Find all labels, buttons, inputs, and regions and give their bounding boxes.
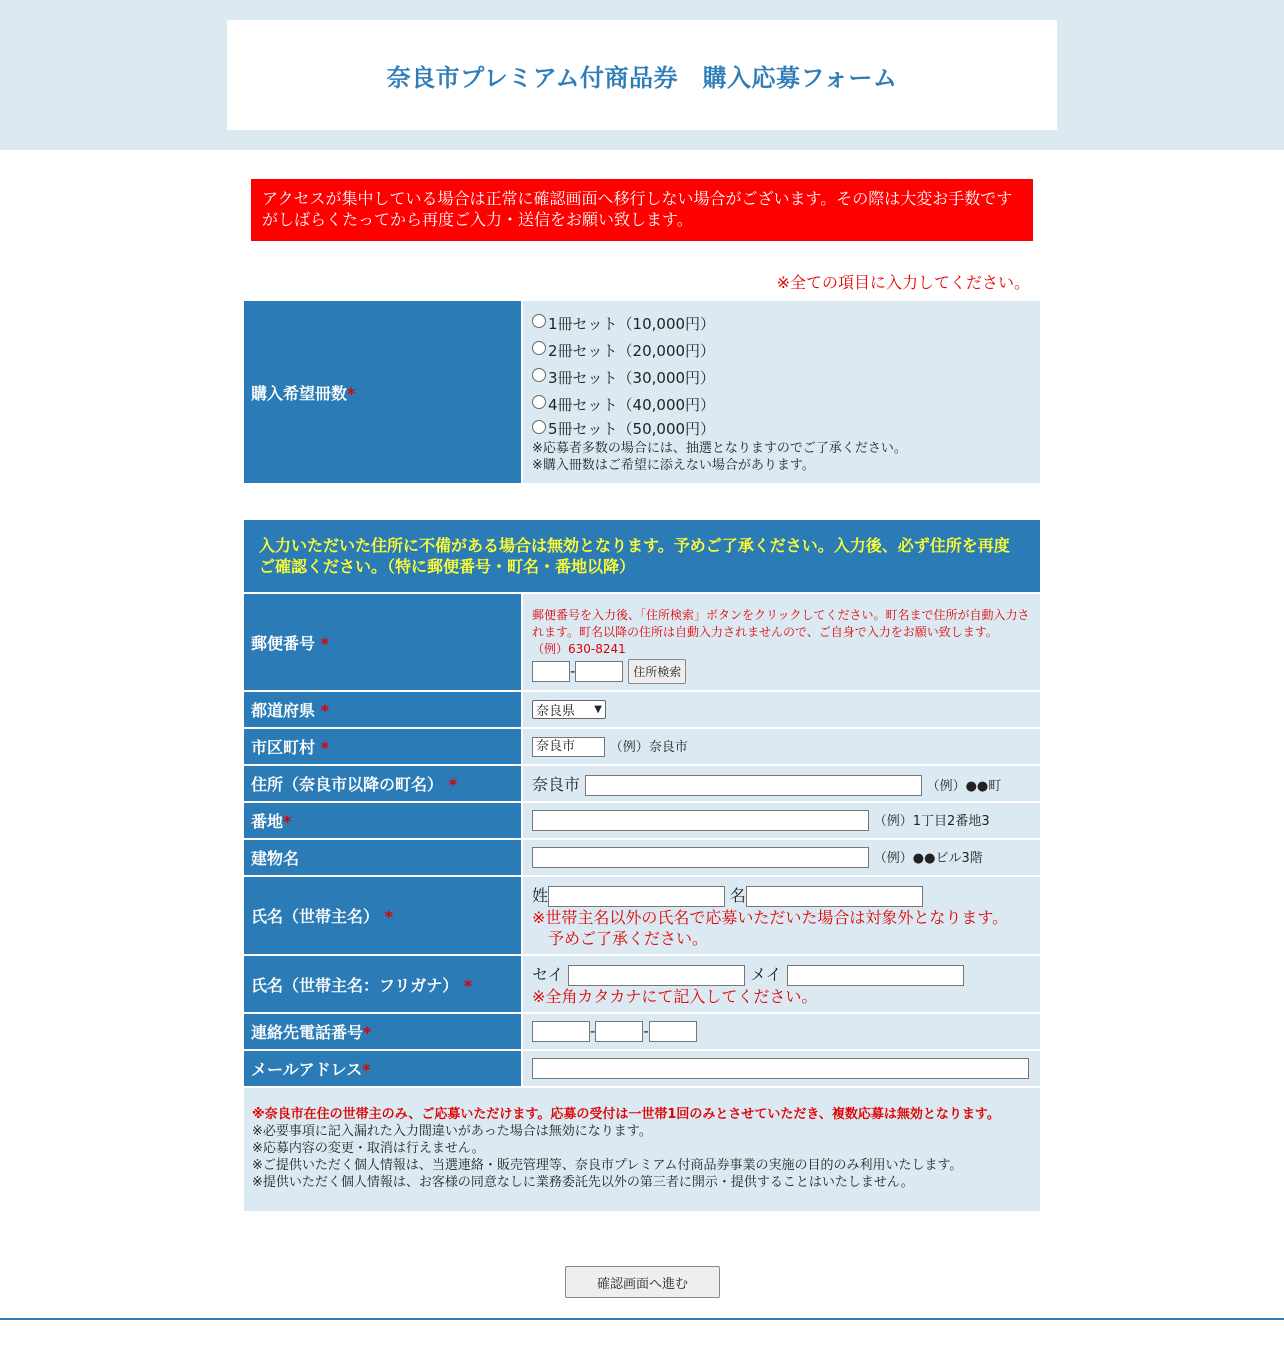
address-banner: 入力いただいた住所に不備がある場合は無効となります。予めご了承ください。入力後、必ず住所を再度ご確認ください。（特に郵便番号・町名・番地以降） [244,520,1040,593]
kana-cell [522,955,1040,1013]
quantity-table [244,301,1040,485]
radio-5[interactable] [532,420,546,434]
footer-divider [0,1318,1284,1320]
prefecture-select[interactable]: 奈良県 ▼ [532,700,606,719]
kana-label: 氏名（世帯主名：フリガナ） * [244,955,522,1013]
phone-label: 連絡先電話番号* [244,1013,522,1050]
prefecture-cell [522,691,1040,728]
quantity-option-3[interactable]: 3冊セット（30,000円） [532,364,1040,391]
postal-separator: - [570,661,576,680]
city-input[interactable]: 奈良市 [532,737,605,757]
page-title: 奈良市プレミアム付商品券 購入応募フォーム [386,63,898,92]
notes-line-3: ※ご提供いただく個人情報は、当選連絡・販売管理等、奈良市プレミアム付商品券事業の実施の目的のみ利用いたします。 [252,1158,963,1173]
town-input[interactable] [585,775,922,796]
email-input[interactable] [532,1058,1029,1079]
quantity-label: 購入希望冊数* [244,301,522,484]
phone-input-1[interactable] [532,1021,590,1042]
header-box [227,20,1057,130]
quantity-option-2[interactable]: 2冊セット（20,000円） [532,337,1040,364]
address-search-button[interactable]: 住所検索 [628,659,686,684]
kana-sei-input[interactable] [568,965,745,986]
building-label: 建物名 [244,839,522,876]
quantity-option-1[interactable]: 1冊セット（10,000円） [532,310,1040,337]
email-label: メールアドレス* [244,1050,522,1087]
city-example: （例）奈良市 [609,740,688,756]
kana-mei-input[interactable] [787,965,964,986]
access-alert: アクセスが集中している場合は正常に確認画面へ移行しない場合がございます。その際は大変お手数ですがしばらくたってから再度ご入力・送信をお願い致します。 [251,179,1033,241]
quantity-option-4[interactable]: 4冊セット（40,000円） [532,391,1040,418]
phone-separator-2: - [643,1022,649,1040]
radio-2[interactable] [532,341,546,355]
kana-note: ※全角カタカナにて記入してください。 [532,986,818,1006]
building-example: （例）●●ビル3階 [873,851,983,866]
banchi-input[interactable] [532,810,869,831]
radio-4[interactable] [532,395,546,409]
name-sei-input[interactable] [548,886,725,907]
kana-sei-label: セイ [532,964,564,984]
radio-1[interactable] [532,314,546,328]
notes-line-2: ※応募内容の変更・取消は行えません。 [252,1141,485,1156]
phone-cell [522,1013,1040,1050]
email-cell [522,1050,1040,1087]
name-sei-label: 姓 [532,885,549,905]
phone-input-3[interactable] [649,1021,697,1042]
required-note: ※全ての項目に入力してください。 [776,273,1030,292]
prefecture-label: 都道府県 * [244,691,522,728]
postal-help: 郵便番号を入力後、「住所検索」ボタンをクリックしてください。町名まで住所が自動入力されます。町名以降の住所は自動入力されませんので、ご自身で入力をお願い致します。 [532,607,1030,639]
quantity-option-5[interactable]: 5冊セット（50,000円） [532,418,1040,440]
name-cell [522,876,1040,955]
notes-bold: ※奈良市在住の世帯主のみ、ご応募いただけます。応募の受付は一世帯1回のみとさせていただき、複数応募は無効となります。 [252,1107,1000,1122]
personal-table [244,520,1040,1211]
postal-example: （例）630-8241 [532,641,626,656]
notes-line-1: ※必要事項に記入漏れた入力間違いがあった場合は無効になります。 [252,1124,652,1139]
kana-mei-label: メイ [750,964,782,984]
radio-3[interactable] [532,368,546,382]
name-label: 氏名（世帯主名） * [244,876,522,955]
notes-line-4: ※提供いただく個人情報は、お客様の同意なしに業務委託先以外の第三者に開示・提供することはいたしません。 [252,1175,914,1190]
postal-cell [522,593,1040,691]
name-mei-label: 名 [729,885,746,905]
confirm-button[interactable]: 確認画面へ進む [565,1266,720,1298]
town-prefix: 奈良市 [532,774,581,794]
city-label: 市区町村 * [244,728,522,765]
banchi-cell [522,802,1040,839]
postal-label: 郵便番号 * [244,593,522,691]
banchi-label: 番地* [244,802,522,839]
postal-code-1[interactable] [532,661,570,682]
town-cell [522,765,1040,802]
town-label: 住所（奈良市以降の町名） * [244,765,522,802]
name-mei-input[interactable] [746,886,923,907]
name-note-1: ※世帯主名以外の氏名で応募いただいた場合は対象外となります。 [532,907,1009,927]
building-input[interactable] [532,847,869,868]
town-example: （例）●●町 [926,778,1002,794]
postal-code-2[interactable] [575,661,623,682]
quantity-note-1: ※応募者多数の場合には、抽選となりますのでご了承ください。 [532,440,907,456]
phone-input-2[interactable] [595,1021,643,1042]
chevron-down-icon: ▼ [594,704,602,715]
quantity-note-2: ※購入冊数はご希望に添えない場合があります。 [532,457,815,473]
notes-cell [244,1087,1040,1211]
building-cell [522,839,1040,876]
phone-separator-1: - [590,1022,596,1040]
city-cell [522,728,1040,765]
quantity-options [522,301,1040,484]
name-note-2: 予めご了承ください。 [548,928,709,948]
banchi-example: （例）1丁目2番地3 [873,814,990,829]
